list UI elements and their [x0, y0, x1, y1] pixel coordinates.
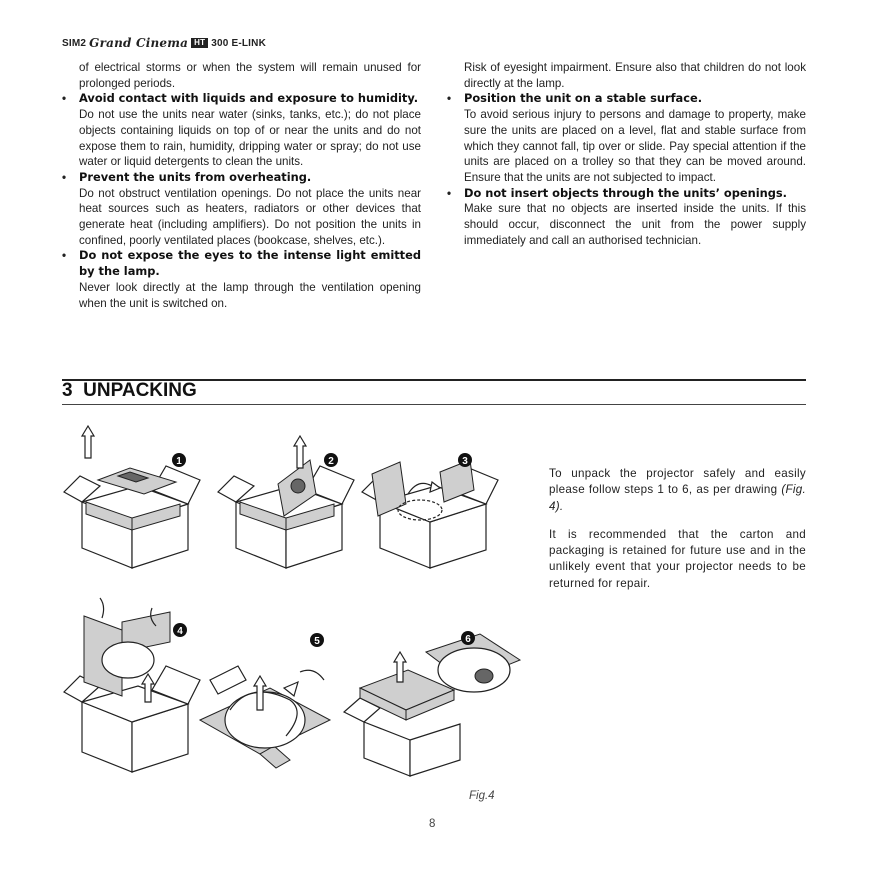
instructions-p1	[549, 466, 806, 515]
step-label-1: 1	[176, 456, 182, 467]
bullet-dot: •	[447, 92, 452, 106]
page-number: 8	[429, 818, 436, 830]
step-label-3: 3	[462, 456, 468, 467]
bullet-dot: •	[62, 249, 67, 263]
left-intro: of electrical storms or when the system will remain unused for prolonged periods.	[79, 61, 421, 90]
bullet-text: Do not use the units near water (sinks, tanks, etc.); do not place objects containing liquids on top of or near the units and do not expose them to rain, humidity, dripping water or spray; do not use water or liquid detergents to clean the units.	[79, 108, 421, 169]
brand-ht: HT	[191, 38, 208, 48]
bullet-eyes	[62, 248, 421, 311]
bullet-no-objects	[447, 185, 806, 249]
bullet-text: To avoid serious injury to persons and damage to property, make sure the units are placed on a level, flat and stable surface from which they cannot fall, tip over or slide. Pay special attention if the units are placed on a trolley so that they can be moved around. Ensure that the units are not subjected to impact.	[464, 108, 806, 184]
bullet-title: Prevent the units from overheating.	[79, 169, 312, 184]
right-column	[447, 60, 806, 248]
left-column	[62, 60, 421, 311]
bullet-title: Position the unit on a stable surface.	[464, 91, 703, 106]
step-label-2: 2	[328, 456, 334, 467]
brand-script: Grand Cinema	[89, 36, 189, 50]
bullet-dot: •	[62, 92, 67, 106]
figure-caption: Fig.4	[469, 790, 495, 802]
section-rule-bottom	[62, 404, 806, 405]
step-1-illustration	[64, 426, 200, 568]
section-title: UNPACKING	[83, 380, 197, 401]
bullet-liquids	[62, 91, 421, 170]
step-label-5: 5	[314, 636, 320, 647]
step-label-6: 6	[465, 634, 471, 645]
bullet-text: Do not obstruct ventilation openings. Do not place the units near heat sources such as heaters, radiators or other devices that generate heat (including amplifiers). Do not position the units in confined, poorly ventilated places (bookcase, shelves, etc.).	[79, 186, 421, 247]
instructions-p2: It is recommended that the carton and packaging is retained for future use and in the unlikely event that your projector needs to be returned for repair.	[549, 527, 806, 590]
section-heading	[62, 380, 197, 402]
section-number: 3	[62, 380, 73, 401]
bullet-text: Make sure that no objects are inserted inside the units. If this should occur, disconnect the unit from the power supply immediately and call an authorised technician.	[464, 202, 806, 247]
model-name: 300 E-LINK	[211, 37, 266, 49]
brand-sim: SIM2	[62, 37, 87, 49]
step-label-4: 4	[177, 626, 183, 637]
figure-reference: (Fig. 4).	[549, 483, 806, 513]
step-3-illustration	[362, 460, 498, 568]
bullet-overheating	[62, 169, 421, 249]
right-intro: Risk of eyesight impairment. Ensure also that children do not look directly at the lamp.	[464, 61, 806, 90]
instructions-p1-main: To unpack the projector safely and easily please follow steps 1 to 6, as per drawing	[549, 467, 806, 497]
step-5-illustration	[200, 666, 330, 768]
unpacking-instructions	[549, 466, 806, 592]
bullet-title: Do not insert objects through the units’ openings.	[464, 185, 787, 200]
bullet-stable-surface	[447, 91, 806, 185]
bullet-title: Do not expose the eyes to the intense light emitted by the lamp.	[79, 248, 421, 279]
bullet-text: Never look directly at the lamp through the ventilation opening when the unit is switched on.	[79, 280, 421, 310]
page-header	[62, 36, 266, 50]
bullet-dot: •	[62, 170, 67, 184]
step-6-illustration	[344, 634, 520, 776]
bullet-title: Avoid contact with liquids and exposure to humidity.	[79, 91, 419, 106]
bullet-dot: •	[447, 186, 452, 200]
unpacking-figure	[60, 420, 530, 780]
